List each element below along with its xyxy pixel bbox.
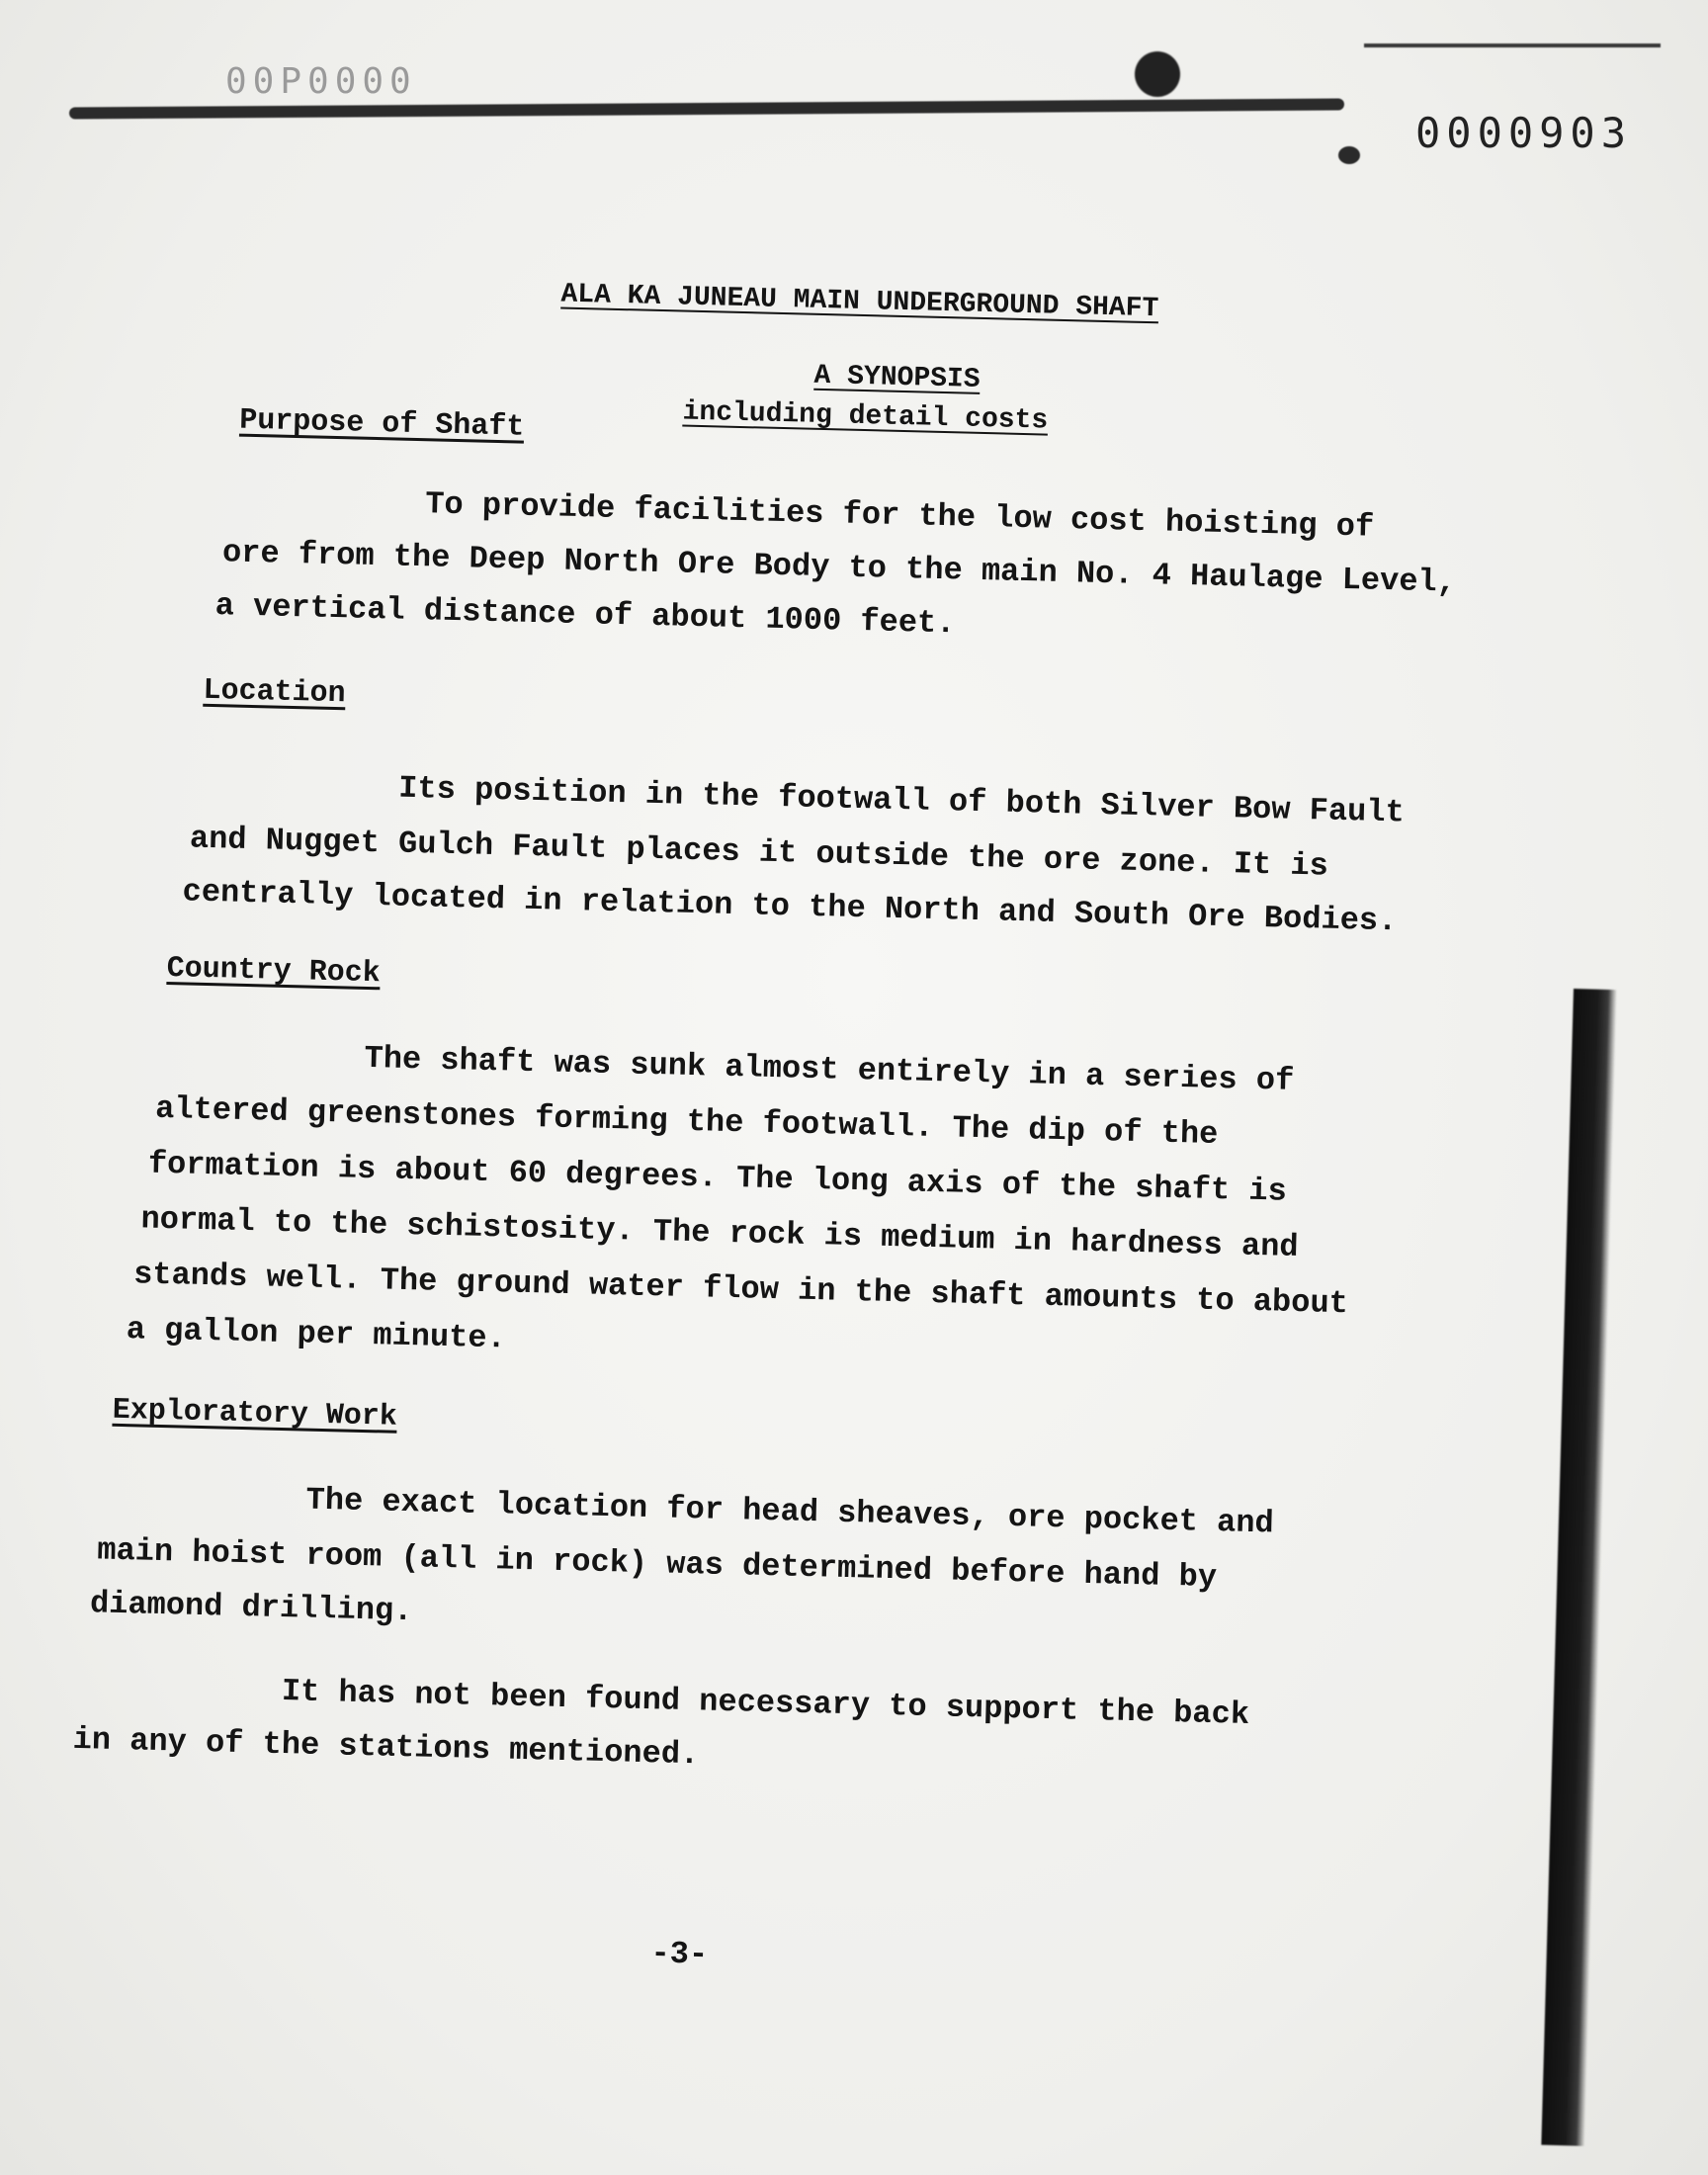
document-stamp-left: 00P0000 — [225, 61, 417, 102]
document-title: ALA KA JUNEAU MAIN UNDERGROUND SHAFT — [560, 279, 1159, 325]
paragraph-line: Its position in the footwall of both Silver Bow Fault — [397, 769, 1406, 831]
document-stamp-number: 0000903 — [1415, 109, 1633, 157]
section-heading-purpose: Purpose of Shaft — [238, 403, 525, 445]
section-heading-location: Location — [203, 673, 347, 712]
paragraph-line: To provide facilities for the low cost hoisting of — [424, 485, 1375, 546]
paragraph-line: main hoist room (all in rock) was determined before hand by — [96, 1531, 1218, 1597]
section-heading-exploratory-work: Exploratory Work — [112, 1393, 398, 1435]
paragraph-line: and Nugget Gulch Fault places it outside the ore zone. It is — [189, 820, 1329, 885]
paragraph-line: normal to the schistosity. The rock is medium in hardness and — [140, 1200, 1300, 1266]
section-heading-country-rock: Country Rock — [166, 951, 382, 992]
paragraph-line: in any of the stations mentioned. — [72, 1720, 700, 1774]
paragraph-line: a vertical distance of about 1000 feet. — [214, 587, 956, 643]
paragraph-line: a gallon per minute. — [126, 1311, 507, 1357]
paragraph-line: The exact location for head sheaves, ore pocket and — [305, 1481, 1275, 1542]
paragraph-line: ore from the Deep North Ore Body to the main No. 4 Haulage Level, — [221, 534, 1457, 601]
paragraph-line: The shaft was sunk almost entirely in a series of — [364, 1039, 1295, 1099]
paragraph-line: It has not been found necessary to support the back — [281, 1673, 1250, 1733]
paragraph-line: formation is about 60 degrees. The long axis of the shaft is — [147, 1145, 1288, 1210]
page-number: -3- — [650, 1935, 709, 1973]
paragraph-line: centrally located in relation to the North and South Ore Bodies. — [182, 873, 1398, 940]
document-subtitle-costs: including detail costs — [682, 396, 1049, 437]
paragraph-line: stands well. The ground water flow in the shaft amounts to about — [132, 1256, 1349, 1323]
paragraph-line: diamond drilling. — [89, 1585, 413, 1630]
document-subtitle: A SYNOPSIS — [813, 360, 981, 395]
paragraph-line: altered greenstones forming the footwall. The dip of the — [154, 1089, 1219, 1154]
